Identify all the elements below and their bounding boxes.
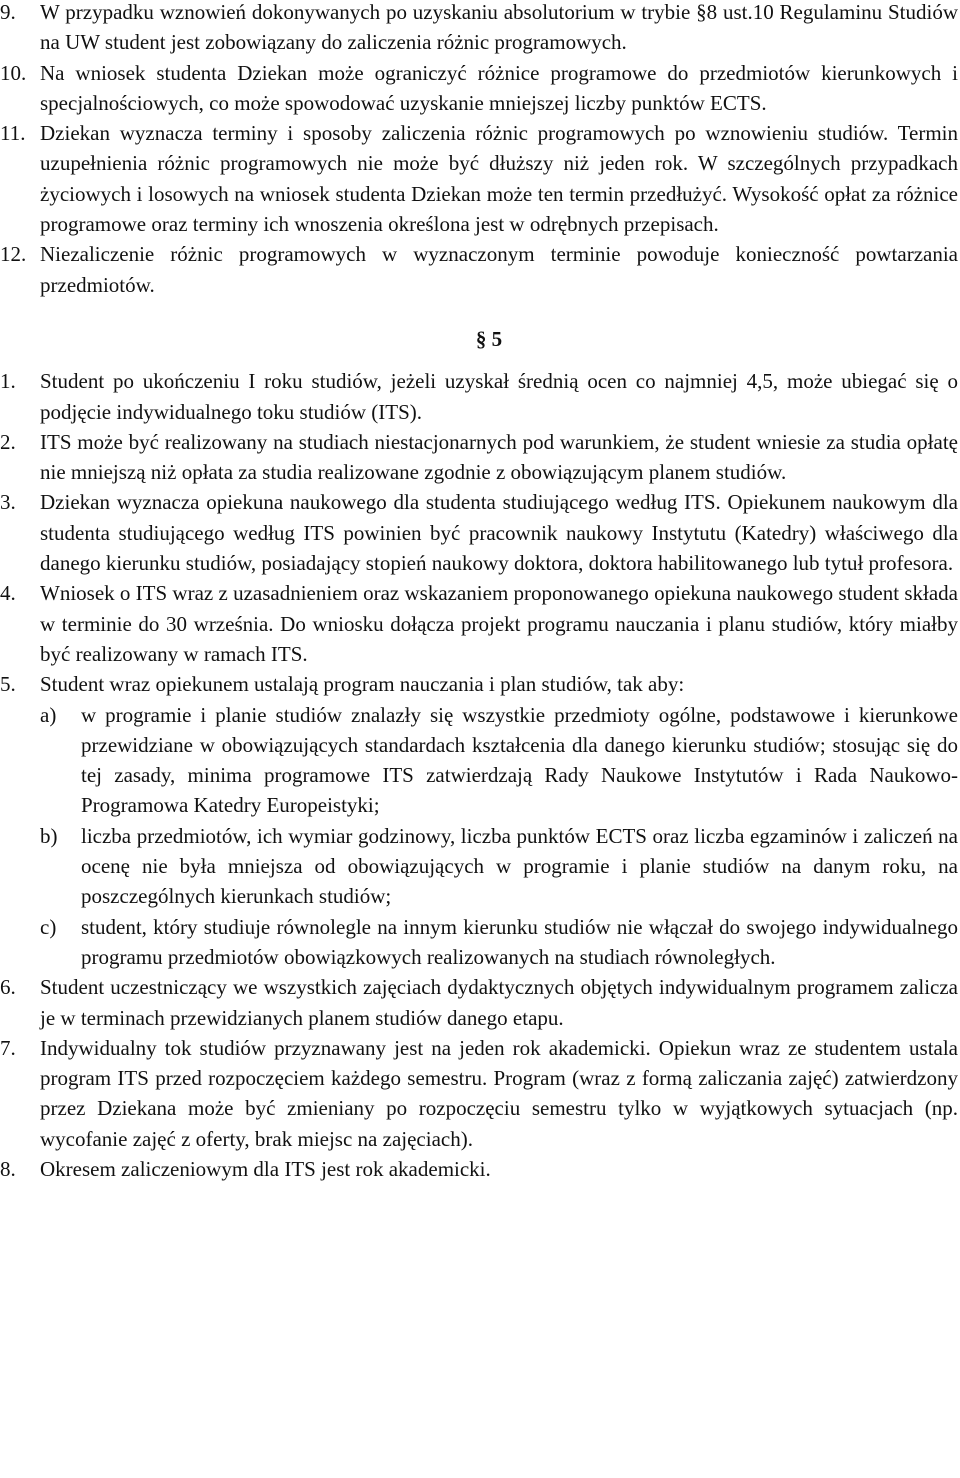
item-number: 3. [0,490,16,515]
list-item [0,239,958,300]
item-text: Student uczestniczący we wszystkich zajęciach dydaktycznych objętych indywidualnym programem zalicza je w terminach przewidzianych planem studiów danego etapu. [40,975,958,1030]
list-item [0,1154,958,1184]
item-text: Indywidualny tok studiów przyznawany jest na jeden rok akademicki. Opiekun wraz ze studentem ustala program ITS przed rozpoczęciem każdego semestru. Program (wraz z formą zaliczania zajęć) zatwierdzony przez Dziekana może być zmieniany po rozpoczęciu semestru tylko w wyjątkowych sytuacjach (np. wycofanie zajęć z oferty, brak miejsc na zajęciach). [40,1035,958,1151]
list-item [0,427,958,488]
item-number: 6. [0,975,16,1000]
item-text: ITS może być realizowany na studiach niestacjonarnych pod warunkiem, że student wniesie za studia opłatę nie mniejszą niż opłata za studia realizowane zgodnie z obowiązującym planem studiów. [40,429,958,485]
item-number: 10. [0,60,27,85]
list-item [0,669,958,699]
list-item [0,58,958,119]
list-item [0,1033,958,1154]
item-number: 9. [0,0,16,24]
item-number: 1. [0,369,16,394]
item-text: W przypadku wznowień dokonywanych po uzyskaniu absolutorium w trybie §8 ust.10 Regulaminu Studiów na UW student jest zobowiązany do zaliczenia różnic programowych. [40,0,958,55]
item-text: Student po ukończeniu I roku studiów, jeżeli uzyskał średnią ocen co najmniej 4,5, może ubiegać się o podjęcie indywidualnego toku studiów (ITS). [40,369,958,424]
section-heading: § 5 [475,326,503,351]
sub-list-item [0,912,958,973]
item-text: Dziekan wyznacza terminy i sposoby zaliczenia różnic programowych po wznowieniu studiów. Termin uzupełnienia różnic programowych nie może być dłuższy niż jeden rok. W szczególnych przypadkach życiowych i losowych na wniosek studenta Dziekan może ten termin przedłużyć. Wysokość opłat za różnice programowe oraz terminy ich wnoszenia określona jest w odrębnych przepisach. [40,121,958,237]
sub-item-text: w programie i planie studiów znalazły się wszystkie przedmioty ogólne, podstawowe i kierunkowe przewidziane w obowiązujących standardach kształcenia dla danego kierunku studiów; stosując się do tej zasady, minima programowe ITS zatwierdzają Rady Naukowe Instytutów i Rada Naukowo-Programowa Katedry Europeistyki; [81,702,958,818]
section-list [0,366,958,1184]
item-number: 4. [0,581,16,606]
sub-item-text: liczba przedmiotów, ich wymiar godzinowy, liczba punktów ECTS oraz liczba egzaminów i zaliczeń na ocenę nie była mniejsza od obowiązujących w programie i planie studiów na danym roku, na poszczególnych kierunkach studiów; [81,823,958,909]
item-number: 7. [0,1035,16,1060]
item-number: 2. [0,429,16,454]
sub-list-item [0,700,958,821]
sub-item-letter: c) [40,914,57,939]
list-item [0,487,958,578]
item-text: Na wniosek studenta Dziekan może ograniczyć różnice programowe do przedmiotów kierunkowych i specjalnościowych, co może spowodować uzyskanie mniejszej liczby punktów ECTS. [40,60,958,115]
item-text: Niezaliczenie różnic programowych w wyznaczonym terminie powoduje konieczność powtarzania przedmiotów. [40,242,958,297]
sub-item-letter: a) [40,702,57,727]
item-text: Student wraz opiekunem ustalają program nauczania i plan studiów, tak aby: [40,672,685,697]
sub-list-item [0,821,958,912]
list-item [0,0,958,58]
list-item [0,366,958,427]
item-text: Dziekan wyznacza opiekuna naukowego dla studenta studiującego według ITS. Opiekunem naukowym dla studenta studiującego według ITS powinien być pracownik naukowy Instytutu (Katedry) właściwego dla danego kierunku studiów, posiadający stopień naukowy doktora, doktora habilitowanego lub tytuł profesora. [40,490,958,576]
item-number: 8. [0,1156,16,1181]
sub-item-letter: b) [40,823,58,848]
list-item [0,972,958,1033]
list-item [0,118,958,239]
item-number: 11. [0,121,26,146]
item-text: Wniosek o ITS wraz z uzasadnieniem oraz wskazaniem proponowanego opiekuna naukowego student składa w terminie do 30 września. Do wniosku dołącza projekt programu nauczania i planu studiów, który miałby być realizowany w ramach ITS. [40,581,958,666]
list-item [0,578,958,669]
sub-item-text: student, który studiuje równolegle na innym kierunku studiów nie włączał do swojego indywidualnego programu przedmiotów obowiązkowych realizowanych na studiach równoległych. [81,914,958,969]
item-number: 5. [0,672,16,697]
section-list-continued [0,0,958,300]
item-number: 12. [0,242,27,267]
item-text: Okresem zaliczeniowym dla ITS jest rok akademicki. [40,1156,491,1181]
